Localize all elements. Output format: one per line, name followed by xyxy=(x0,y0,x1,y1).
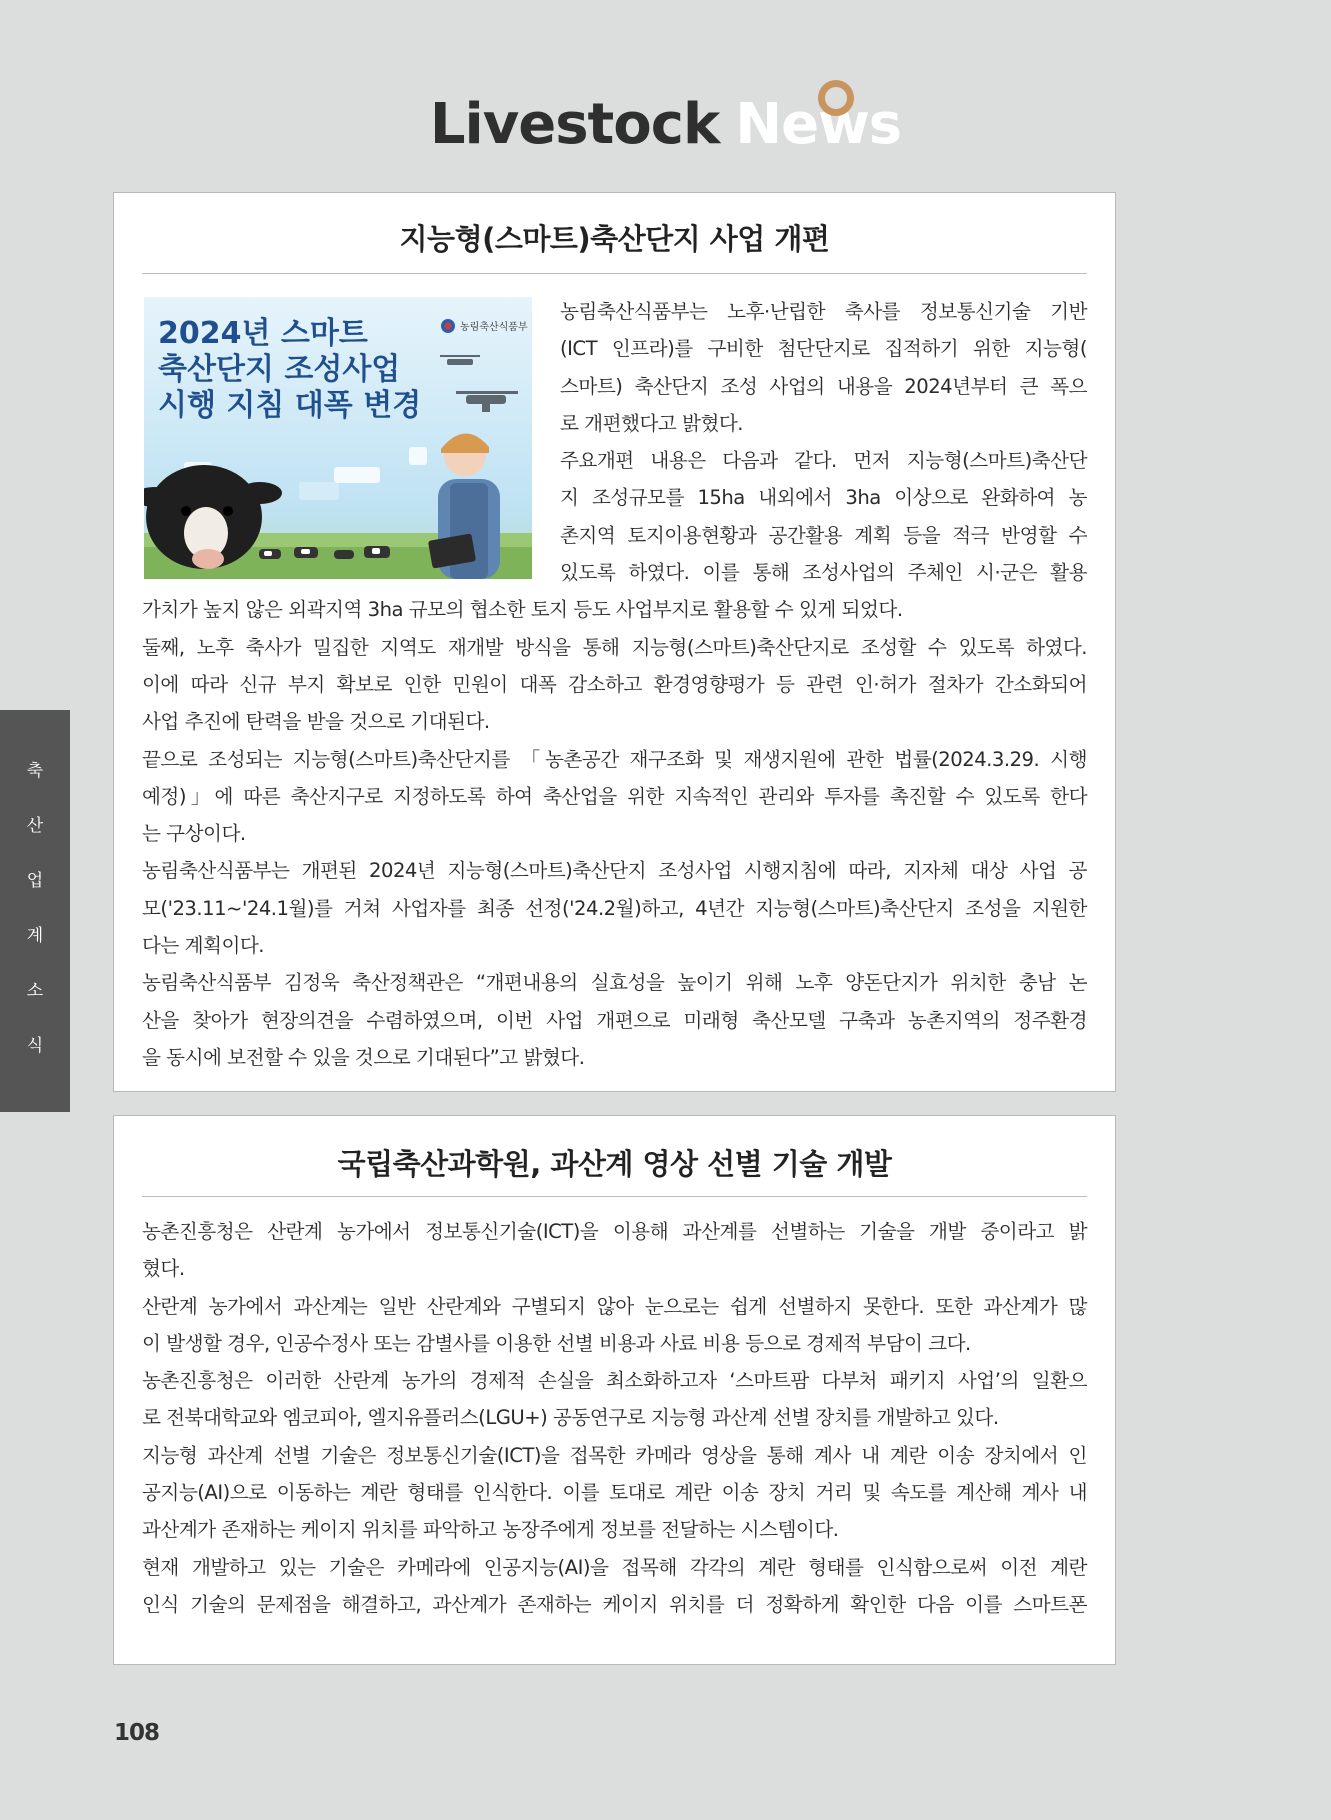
body-line: 지 조성규모를 15ha 내외에서 3ha 이상으로 완화하여 농 xyxy=(560,486,1087,510)
side-tab-char: 업 xyxy=(26,871,44,891)
body-line: 주요개편 내용은 다음과 같다. 먼저 지능형(스마트)축산단 xyxy=(560,449,1087,473)
body-line: (ICT 인프라)를 구비한 첨단단지로 집적하기 위한 지능형( xyxy=(560,337,1087,361)
body-line: 현재 개발하고 있는 기술은 카메라에 인공지능(AI)을 접목해 각각의 계란 형태를 인식함으로써 이전 계란 xyxy=(142,1555,1087,1579)
illustration-ministry: 농림축산식품부 xyxy=(460,322,528,333)
body-line: 산란계 농가에서 과산계는 일반 산란계와 구별되지 않아 눈으로는 쉽게 선별하지 못한다. 또한 과산계가 많 xyxy=(142,1294,1087,1318)
illustration-headline: 시행 지침 대폭 변경 xyxy=(158,388,422,423)
illustration-headline: 2024년 스마트 xyxy=(158,316,368,351)
body-line: 농림축산식품부는 노후·난립한 축사를 정보통신기술 기반 xyxy=(560,300,1087,323)
body-line: 을 동시에 보전할 수 있을 것으로 기대된다”고 밝혔다. xyxy=(142,1045,585,1069)
side-tab-char: 축 xyxy=(26,761,44,781)
body-line: 농림축산식품부 김정욱 축산정책관은 “개편내용의 실효성을 높이기 위해 노후 양돈단지가 위치한 충남 논 xyxy=(142,971,1087,995)
body-line: 스마트) 축산단지 조성 사업의 내용을 2024년부터 큰 폭으 xyxy=(560,374,1087,398)
body-line: 산을 찾아가 현장의견을 수렴하였으며, 이번 사업 개편으로 미래형 축산모델 구축과 농촌지역의 정주환경 xyxy=(142,1008,1087,1032)
body-line: 지능형 과산계 선별 기술은 정보통신기술(ICT)을 접목한 카메라 영상을 통해 계사 내 계란 이송 장치에서 인 xyxy=(142,1443,1087,1467)
side-tab-char: 소 xyxy=(26,981,44,1001)
article-body xyxy=(142,1213,1087,1623)
body-line: 사업 추진에 탄력을 받을 것으로 기대된다. xyxy=(142,710,490,734)
masthead-word-news: News xyxy=(735,92,902,157)
masthead xyxy=(0,92,1331,157)
article-illustration xyxy=(144,297,532,579)
page-number: 108 xyxy=(114,1720,160,1746)
body-line: 끝으로 조성되는 지능형(스마트)축산단지를 「농촌공간 재구조화 및 재생지원에 관한 법률(2024.3.29. 시행 xyxy=(142,747,1087,771)
body-line: 둘째, 노후 축사가 밀집한 지역도 재개발 방식을 통해 지능형(스마트)축산단지로 조성할 수 있도록 하였다. xyxy=(142,635,1087,659)
body-line: 있도록 하였다. 이를 통해 조성사업의 주체인 시·군은 활용 xyxy=(560,561,1087,585)
side-tab-char: 계 xyxy=(26,926,44,946)
side-tab-char: 식 xyxy=(26,1036,44,1056)
article-title: 국립축산과학원, 과산계 영상 선별 기술 개발 xyxy=(337,1147,892,1181)
body-line: 농림축산식품부는 개편된 2024년 지능형(스마트)축산단지 조성사업 시행지침에 따라, 지자체 대상 사업 공 xyxy=(142,859,1087,883)
body-line: 로 전북대학교와 엠코피아, 엘지유플러스(LGU+) 공동연구로 지능형 과산계 선별 장치를 개발하고 있다. xyxy=(142,1406,999,1430)
body-line: 이 발생할 경우, 인공수정사 또는 감별사를 이용한 선별 비용과 사료 비용 등으로 경제적 부담이 크다. xyxy=(142,1331,971,1355)
body-line: 혔다. xyxy=(142,1257,185,1281)
body-line: 촌지역 토지이용현황과 공간활용 계획 등을 적극 반영할 수 xyxy=(560,523,1087,547)
body-line: 모('23.11~'24.1월)를 거쳐 사업자를 최종 선정('24.2월)하고, 4년간 지능형(스마트)축산단지 조성을 지원한 xyxy=(142,896,1087,920)
title-divider xyxy=(142,1196,1087,1197)
illustration-headline: 축산단지 조성사업 xyxy=(158,352,401,387)
illustration-graphic xyxy=(144,297,532,579)
masthead-ring-icon xyxy=(818,80,854,116)
side-tab-char: 산 xyxy=(26,816,44,836)
body-line: 다는 계획이다. xyxy=(142,934,265,958)
body-line: 는 구상이다. xyxy=(142,822,246,846)
body-line: 농촌진흥청은 산란계 농가에서 정보통신기술(ICT)을 이용해 과산계를 선별하는 기술을 개발 중이라고 밝 xyxy=(142,1220,1087,1243)
section-side-tab xyxy=(0,710,70,1112)
body-line: 공지능(AI)으로 이동하는 계란 형태를 인식한다. 이를 토대로 계란 이송 장치 거리 및 속도를 계산해 계사 내 xyxy=(142,1481,1087,1505)
body-line: 농촌진흥청은 이러한 산란계 농가의 경제적 손실을 최소화하고자 ‘스마트팜 다부처 패키지 사업’의 일환으 xyxy=(142,1369,1087,1393)
body-line: 인식 기술의 문제점을 해결하고, 과산계가 존재하는 케이지 위치를 더 정확하게 확인한 다음 이를 스마트폰 xyxy=(142,1592,1087,1616)
body-line: 예정)」에 따른 축산지구로 지정하도록 하여 축산업을 위한 지속적인 관리와 투자를 촉진할 수 있도록 한다 xyxy=(142,784,1087,808)
masthead-word-livestock: Livestock xyxy=(429,92,720,157)
body-line: 가치가 높지 않은 외곽지역 3ha 규모의 협소한 토지 등도 사업부지로 활용할 수 있게 되었다. xyxy=(142,598,903,622)
body-line: 과산계가 존재하는 케이지 위치를 파악하고 농장주에게 정보를 전달하는 시스템이다. xyxy=(142,1518,839,1542)
article-title: 지능형(스마트)축산단지 사업 개편 xyxy=(399,222,830,256)
body-line: 로 개편했다고 밝혔다. xyxy=(560,411,744,435)
title-divider xyxy=(142,273,1087,274)
body-line: 이에 따라 신규 부지 확보로 인한 민원이 대폭 감소하고 환경영향평가 등 관련 인·허가 절차가 간소화되어 xyxy=(142,672,1087,696)
article-card-egg-sorting xyxy=(113,1115,1116,1665)
